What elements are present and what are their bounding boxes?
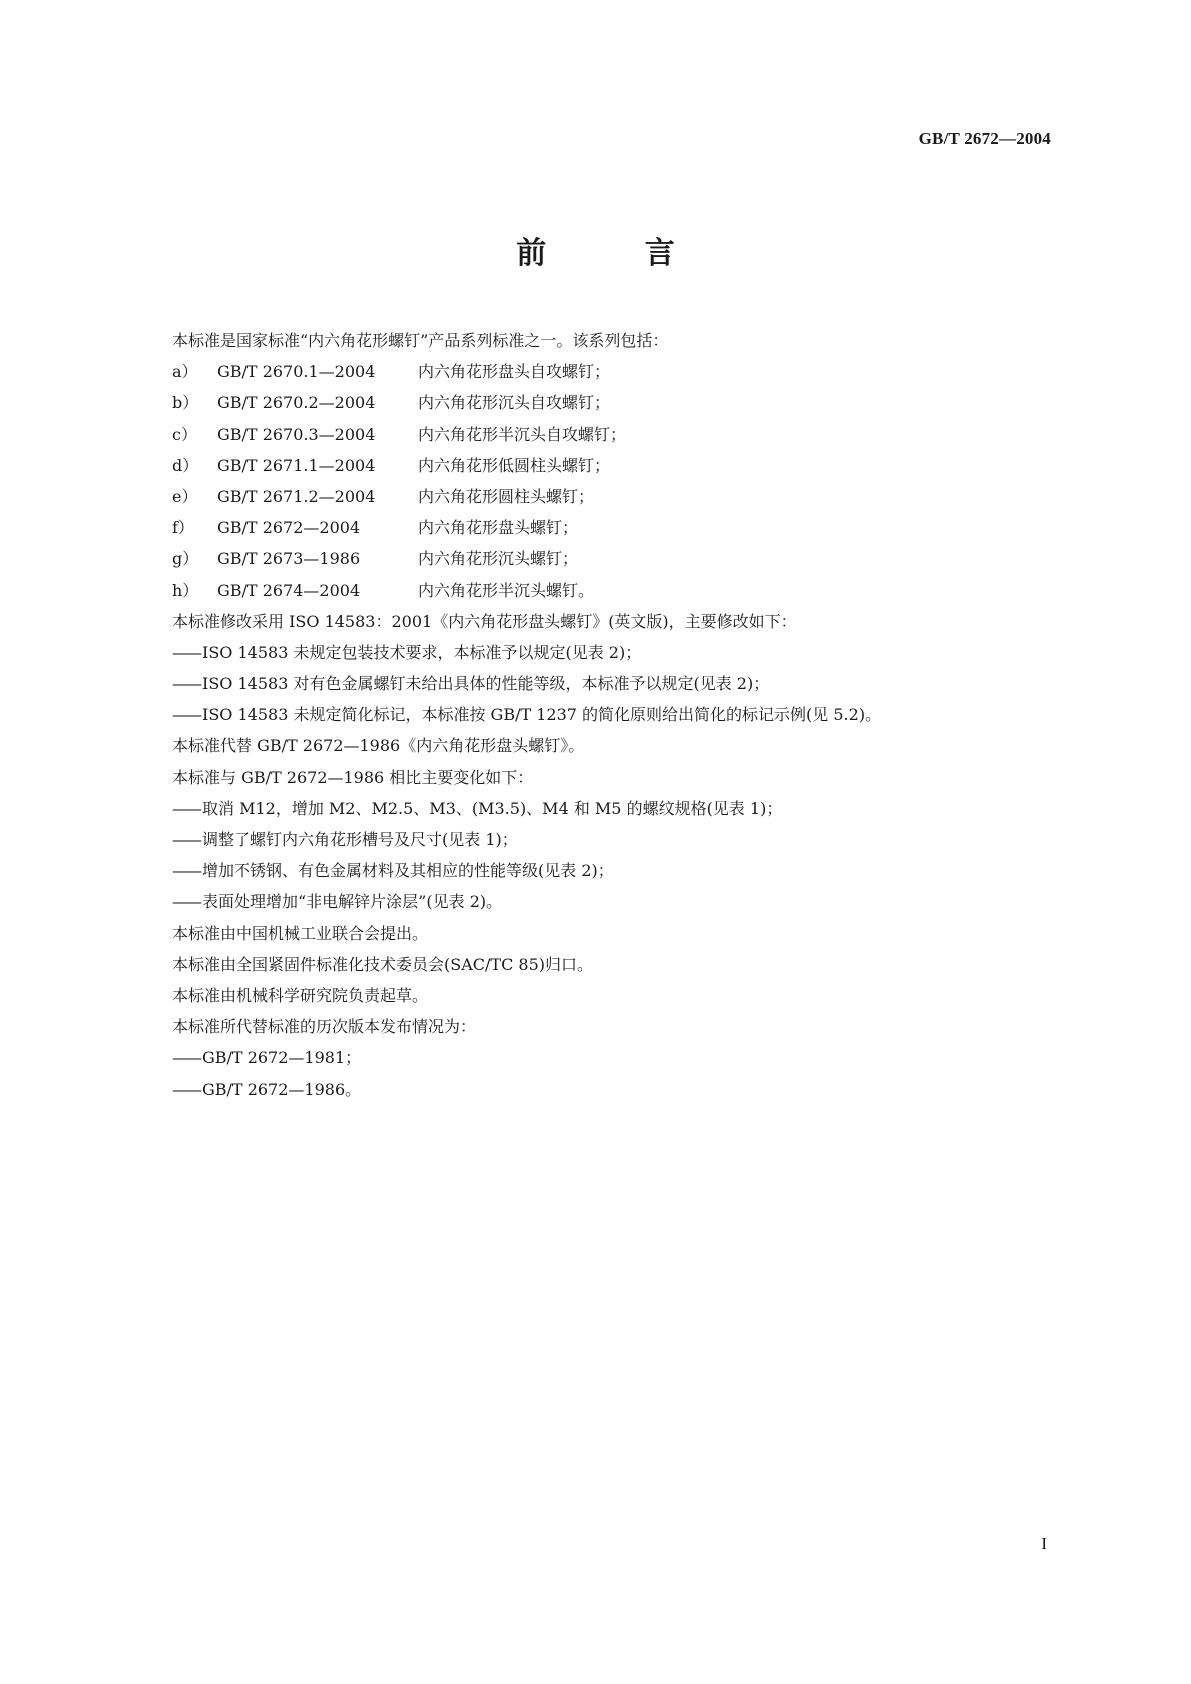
series-item-code: GB/T 2672—2004	[217, 518, 361, 538]
changes-intro-paragraph: 本标准与 GB/T 2672—1986 相比主要变化如下：	[172, 767, 534, 787]
series-item-name: 内六角花形沉头螺钉；	[418, 549, 579, 569]
series-item-label: b）	[172, 393, 199, 413]
modification-item: —— ISO 14583 未规定包装技术要求，本标准予以规定(见表 2)；	[172, 637, 1072, 668]
series-item-code: GB/T 2670.3—2004	[217, 424, 376, 444]
page-number: I	[1041, 1534, 1047, 1553]
series-item	[172, 543, 1072, 574]
series-item-label: a）	[172, 362, 198, 382]
change-item: —— 调整了螺钉内六角花形槽号及尺寸(见表 1)；	[172, 824, 1072, 855]
drafted-by-paragraph: 本标准由机械科学研究院负责起草。	[172, 985, 429, 1005]
history-item: —— GB/T 2672—1986。	[172, 1074, 1072, 1105]
series-item-name: 内六角花形半沉头自攻螺钉；	[418, 424, 627, 444]
series-item	[172, 419, 1072, 450]
series-item	[172, 356, 1072, 387]
proposed-by-paragraph: 本标准由中国机械工业联合会提出。	[172, 923, 429, 943]
series-item	[172, 450, 1072, 481]
series-item-code: GB/T 2674—2004	[217, 580, 361, 600]
change-item: —— 取消 M12，增加 M2、M2.5、M3、(M3.5)、M4 和 M5 的螺纹规格(见表 1)；	[172, 793, 1072, 824]
series-item-name: 内六角花形低圆柱头螺钉；	[418, 455, 611, 475]
modification-item: —— ISO 14583 对有色金属螺钉未给出具体的性能等级，本标准予以规定(见表 2)；	[172, 668, 1072, 699]
series-item-code: GB/T 2670.2—2004	[217, 393, 376, 413]
series-item-name: 内六角花形盘头自攻螺钉；	[418, 362, 611, 382]
standard-code: GB/T 2672—2004	[918, 129, 1051, 148]
series-item-code: GB/T 2673—1986	[217, 549, 361, 569]
series-item-label: f）	[172, 518, 194, 538]
series-item-label: h）	[172, 580, 199, 600]
series-item-code: GB/T 2671.2—2004	[217, 486, 376, 506]
replaces-paragraph: 本标准代替 GB/T 2672—1986《内六角花形盘头螺钉》。	[172, 736, 585, 756]
history-intro-paragraph: 本标准所代替标准的历次版本发布情况为：	[172, 1017, 477, 1037]
series-item	[172, 481, 1072, 512]
series-item-name: 内六角花形盘头螺钉；	[418, 518, 579, 538]
series-item-code: GB/T 2670.1—2004	[217, 362, 376, 382]
series-item-name: 内六角花形半沉头螺钉。	[418, 580, 595, 600]
series-item-name: 内六角花形圆柱头螺钉；	[418, 486, 595, 506]
change-item: —— 表面处理增加“非电解锌片涂层”(见表 2)。	[172, 886, 1072, 917]
modification-item: —— ISO 14583 未规定简化标记，本标准按 GB/T 1237 的简化原则给出简化的标记示例(见 5.2)。	[172, 699, 1072, 730]
change-item: —— 增加不锈钢、有色金属材料及其相应的性能等级(见表 2)；	[172, 855, 1072, 886]
series-item	[172, 387, 1072, 418]
adoption-paragraph: 本标准修改采用 ISO 14583：2001《内六角花形盘头螺钉》(英文版)，主要修改如下：	[172, 611, 797, 631]
page-title: 前 言	[516, 236, 719, 271]
intro-paragraph: 本标准是国家标准“内六角花形螺钉”产品系列标准之一。该系列包括：	[172, 331, 669, 350]
series-item	[172, 512, 1072, 543]
series-item-code: GB/T 2671.1—2004	[217, 455, 376, 475]
series-item-label: e）	[172, 486, 198, 506]
series-item-name: 内六角花形沉头自攻螺钉；	[418, 393, 611, 413]
centralized-by-paragraph: 本标准由全国紧固件标准化技术委员会(SAC/TC 85)归口。	[172, 954, 593, 974]
history-item: —— GB/T 2672—1981；	[172, 1042, 1072, 1073]
series-item-label: g）	[172, 549, 199, 569]
series-item	[172, 575, 1072, 606]
foreword-body	[172, 325, 1072, 1105]
series-item-label: d）	[172, 455, 199, 475]
series-item-label: c）	[172, 424, 197, 444]
